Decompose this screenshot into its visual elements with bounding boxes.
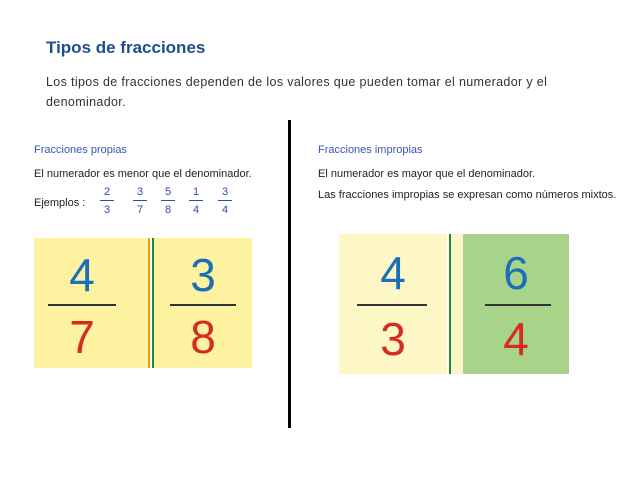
fraction-bar [218, 200, 232, 201]
impropias-rule: El numerador es mayor que el denominador. [318, 168, 536, 180]
example-numerator: 3 [221, 186, 229, 198]
fraction-bar [48, 304, 116, 306]
card-numerator: 4 [380, 247, 406, 299]
proper-fractions-card [34, 238, 252, 368]
fraction-panel [34, 238, 130, 368]
example-denominator: 8 [164, 204, 172, 216]
card-numerator: 4 [69, 249, 95, 301]
impropias-note: Las fracciones impropias se expresan como números mixtos. [318, 189, 617, 201]
separator-line [148, 238, 150, 368]
propias-heading[interactable]: Fracciones propias [34, 144, 127, 156]
impropias-heading[interactable]: Fracciones impropias [318, 144, 423, 156]
fraction-panel [339, 234, 447, 374]
example-fraction [133, 186, 147, 217]
fraction-panel [154, 238, 252, 368]
example-numerator: 3 [136, 186, 144, 198]
fraction-bar [357, 304, 427, 306]
card-gap [130, 238, 148, 368]
example-denominator: 4 [221, 204, 229, 216]
column-divider [288, 120, 291, 428]
card-gap [451, 234, 463, 374]
example-denominator: 4 [192, 204, 200, 216]
example-denominator: 3 [103, 204, 111, 216]
fraction-panel [463, 234, 569, 374]
page-title: Tipos de fracciones [46, 38, 206, 57]
card-numerator: 6 [503, 247, 529, 299]
card-denominator: 7 [69, 311, 95, 363]
examples-label: Ejemplos : [34, 197, 86, 209]
example-fraction [218, 186, 232, 217]
card-denominator: 8 [190, 311, 216, 363]
example-numerator: 5 [164, 186, 172, 198]
card-denominator: 3 [380, 313, 406, 365]
fraction-bar [133, 200, 147, 201]
example-fraction [100, 186, 114, 217]
example-numerator: 1 [192, 186, 200, 198]
example-fraction [189, 186, 203, 217]
card-numerator: 3 [190, 249, 216, 301]
fraction-bar [189, 200, 203, 201]
propias-rule: El numerador es menor que el denominador. [34, 168, 252, 180]
improper-fractions-card [339, 234, 569, 374]
intro-text: Los tipos de fracciones dependen de los valores que pueden tomar el numerador y el denominador. [46, 75, 548, 109]
fraction-bar [485, 304, 551, 306]
fraction-bar [170, 304, 236, 306]
fraction-bar [100, 200, 114, 201]
card-denominator: 4 [503, 313, 529, 365]
example-denominator: 7 [136, 204, 144, 216]
fraction-bar [161, 200, 175, 201]
example-fraction [161, 186, 175, 217]
example-numerator: 2 [103, 186, 111, 198]
